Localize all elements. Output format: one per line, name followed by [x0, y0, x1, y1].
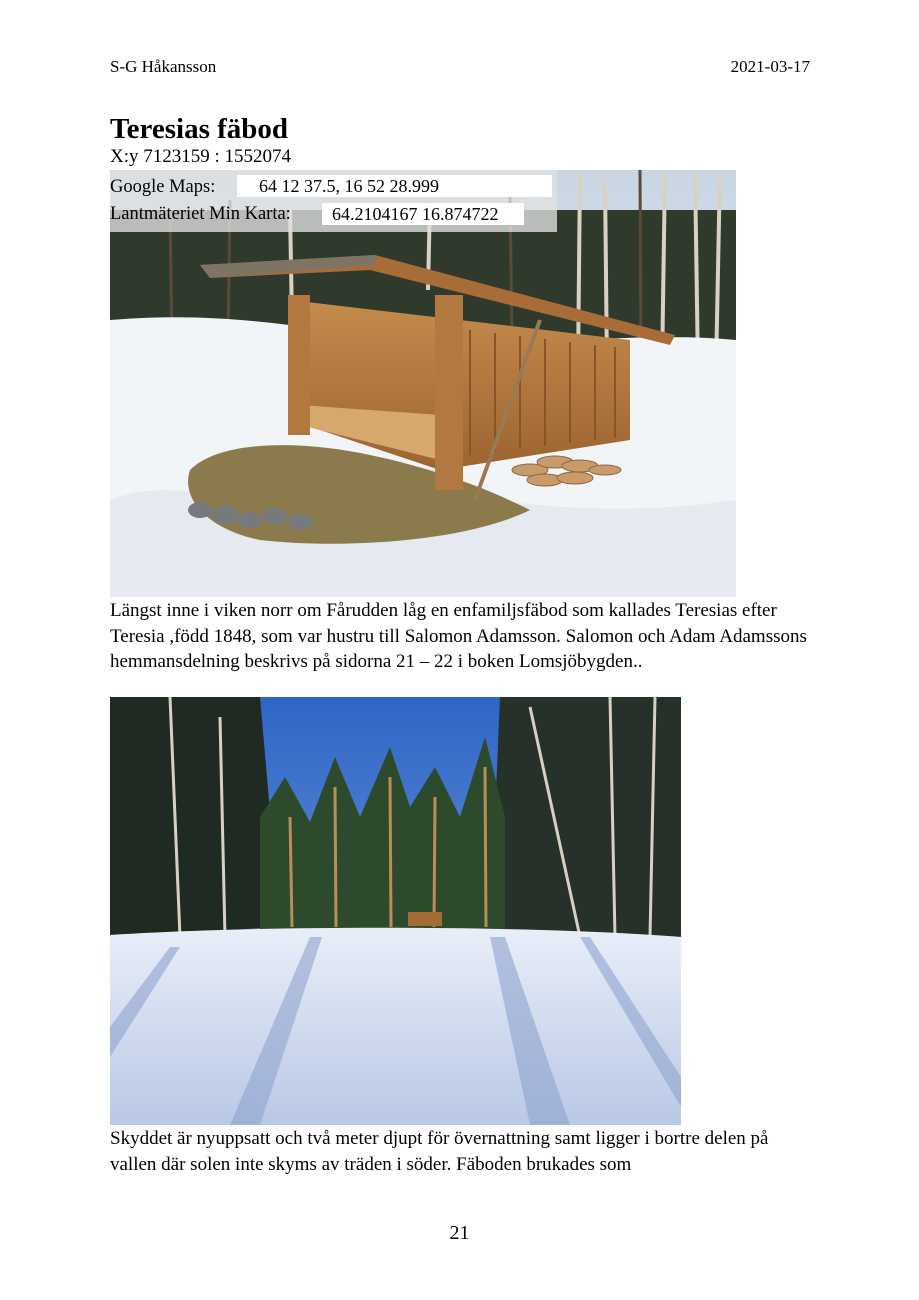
google-maps-label: Google Maps:	[110, 177, 216, 197]
lantmateriet-value: 64.2104167 16.874722	[322, 203, 524, 225]
lantmateriet-label: Lantmäteriet Min Karta:	[110, 204, 291, 224]
coordinates-line: X:y 7123159 : 1552074	[110, 146, 292, 167]
shelter-photo-illustration	[110, 170, 736, 597]
shelter-photo	[110, 170, 736, 597]
clearing-photo	[110, 697, 681, 1125]
google-maps-value: 64 12 37.5, 16 52 28.999	[237, 175, 552, 197]
clearing-photo-illustration	[110, 697, 681, 1125]
page-number: 21	[449, 1222, 470, 1244]
paragraph-shelter: Skyddet är nyuppsatt och två meter djupt för övernattning samt ligger i bortre delen på vallen där solen inte skyms av träden i söder. Fäboden brukades som	[110, 1128, 769, 1175]
header-date: 2021-03-17	[730, 57, 810, 76]
header-author: S-G Håkansson	[110, 57, 217, 76]
page-title: Teresias fäbod	[110, 113, 289, 145]
paragraph-history: Längst inne i viken norr om Fårudden låg en enfamiljsfäbod som kallades Teresias efter Teresia ,född 1848, som var hustru till Salomon Adamsson. Salomon och Adam Adamssons hemmansdelning beskrivs på sidorna 21 – 22 i boken Lomsjöbygden..	[110, 600, 807, 672]
